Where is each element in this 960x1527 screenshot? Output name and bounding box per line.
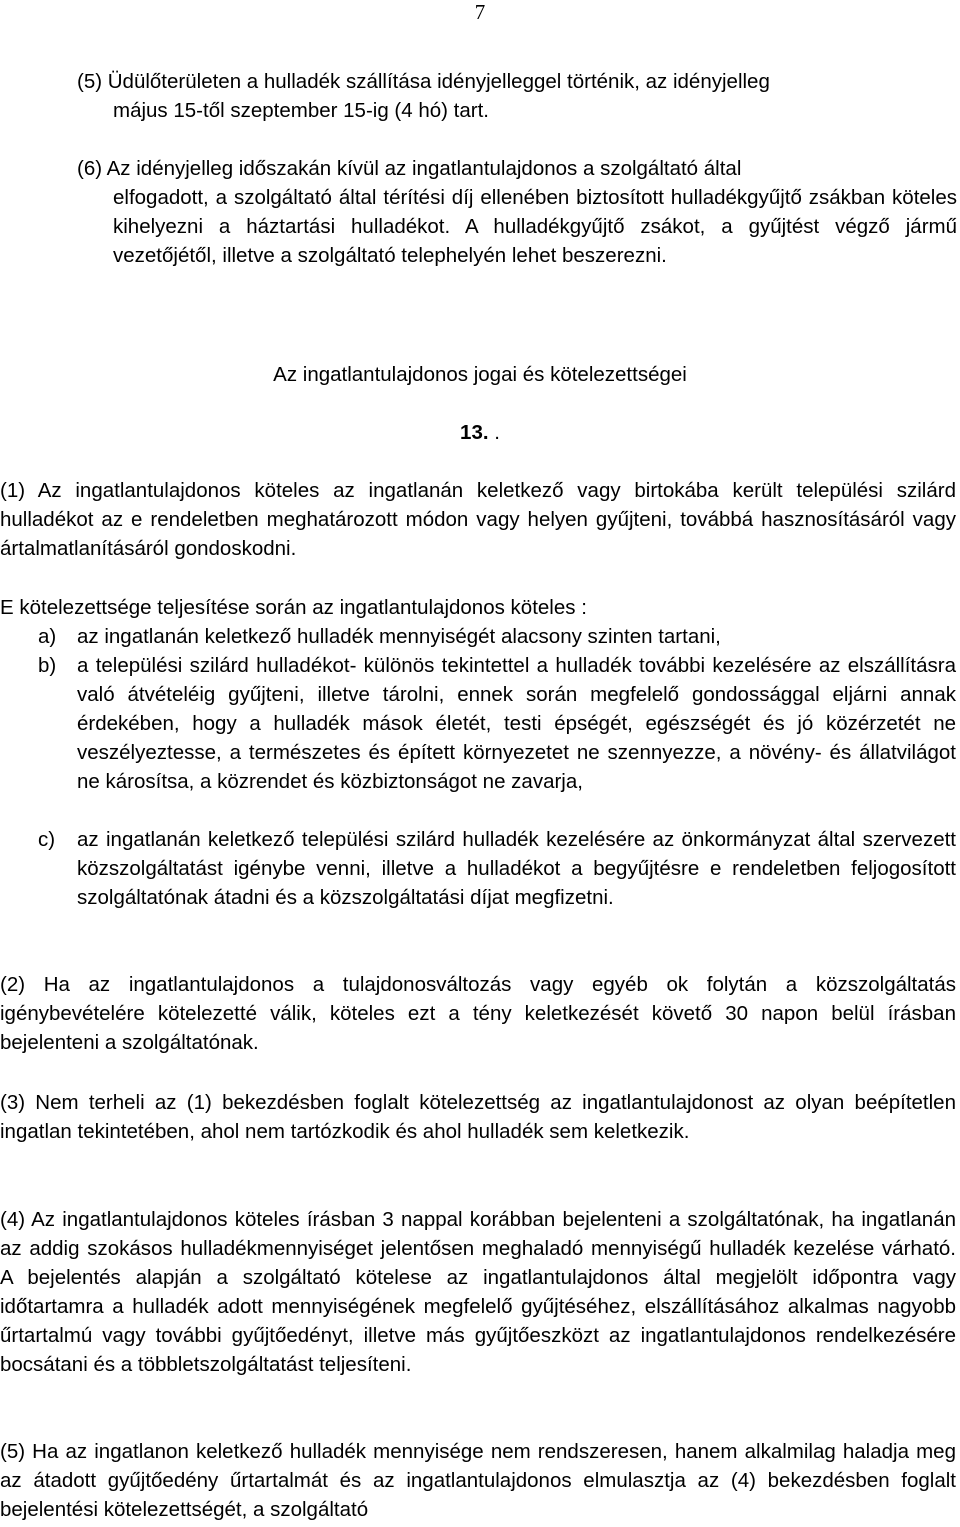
paragraph-5: (5) Ha az ingatlanon keletkező hulladék mennyisége nem rendszeresen, hanem alkalmilag haladja meg az átadott gyűjtőedény űrtartalmát és az ingatlantulajdonos elmulasztja az (4) bekezdésben foglalt bejelentési kötelezettségét, a szolgáltató	[0, 1440, 956, 1521]
obligation-item-b	[0, 651, 956, 796]
section-heading: Az ingatlantulajdonos jogai és kötelezettségei	[273, 363, 687, 386]
obligation-text: a települési szilárd hulladékot- különös tekintettel a hulladék további kezelésére az elszállításra való átvételéig gyűjteni, illetve tárolni, ennek során megfelelő gondossággal eljárni annak érdekében, hogy a hulladék mások életét, testi épségét, egészségét és jó közérzetét ne veszélyeztesse, a természetes és épített környezetet ne szennyezze, a növény- és állatvilágot ne károsítsa, a közrendet és közbiztonságot ne zavarja,	[77, 654, 956, 793]
paragraph-1: (1) Az ingatlantulajdonos köteles az ingatlanán keletkező vagy birtokába került települési szilárd hulladékot az e rendeletben meghatározott módon vagy helyen gyűjteni, továbbá hasznosításáról vagy ártalmatlanításáról gondoskodni.	[0, 479, 956, 560]
section-number-suffix: .	[488, 421, 500, 444]
obligation-text: az ingatlanán keletkező hulladék mennyiségét alacsony szinten tartani,	[77, 625, 721, 648]
paragraph-5-seasonal	[77, 67, 957, 125]
paragraph-3: (3) Nem terheli az (1) bekezdésben foglalt kötelezettség az ingatlantulajdonost az olyan beépítetlen ingatlan tekintetében, ahol nem tartózkodik és ahol hulladék sem keletkezik.	[0, 1091, 956, 1143]
paragraph-5-line-1: (5) Üdülőterületen a hulladék szállítása idényjelleggel történik, az idényjelleg	[77, 70, 770, 93]
paragraph-6-rest: elfogadott, a szolgáltató által térítési díj ellenében biztosított hulladékgyűjtő zsákban köteles kihelyezni a háztartási hulladékot. A hulladékgyűjtő zsákot, a gyűjtést végző jármű vezetőjétől, illetve a szolgáltató telephelyén lehet beszerezni.	[113, 186, 957, 267]
obligations-intro: E kötelezettsége teljesítése során az ingatlantulajdonos köteles :	[0, 596, 587, 619]
page-number: 7	[474, 0, 486, 24]
obligation-marker: a)	[38, 625, 57, 648]
obligation-marker: c)	[38, 828, 56, 851]
paragraph-6-line-1: (6) Az idényjelleg időszakán kívül az ingatlantulajdonos a szolgáltató által	[77, 157, 742, 180]
obligation-item-a	[0, 622, 956, 651]
section-number	[0, 418, 960, 447]
obligation-marker: b)	[38, 654, 57, 677]
paragraph-5-line-2: május 15-től szeptember 15-ig (4 hó) tart.	[113, 99, 489, 122]
section-number-value: 13.	[460, 421, 489, 444]
paragraph-2: (2) Ha az ingatlantulajdonos a tulajdonosváltozás vagy egyéb ok folytán a közszolgáltatás igénybevételére kötelezetté válik, köteles ezt a tény keletkezését követő 30 napon belül írásban bejelenteni a szolgáltatónak.	[0, 973, 956, 1054]
obligation-item-c	[0, 825, 956, 912]
obligation-text: az ingatlanán keletkező települési szilárd hulladék kezelésére az önkormányzat által szervezett közszolgáltatást igénybe venni, illetve a hulladékot a begyűjtésre e rendeletben feljogosított szolgáltatónak átadni és a közszolgáltatási díjat megfizetni.	[77, 828, 956, 909]
paragraph-6-seasonal	[77, 154, 957, 270]
paragraph-4: (4) Az ingatlantulajdonos köteles írásban 3 nappal korábban bejelenteni a szolgáltatónak, ha ingatlanán az addig szokásos hulladékmennyiséget jelentősen meghaladó mennyiségű hulladék kezelése várható. A bejelentés alapján a szolgáltató kötelese az ingatlantulajdonos által megjelölt időpontra vagy időtartamra a hulladék adott mennyiségének megfelelő gyűjtéséhez, elszállításához alkalmas nagyobb űrtartalmú vagy további gyűjtőedényt, illetve más gyűjtőeszközt az ingatlantulajdonos rendelkezésére bocsátani és a többletszolgáltatást teljesíteni.	[0, 1208, 956, 1376]
